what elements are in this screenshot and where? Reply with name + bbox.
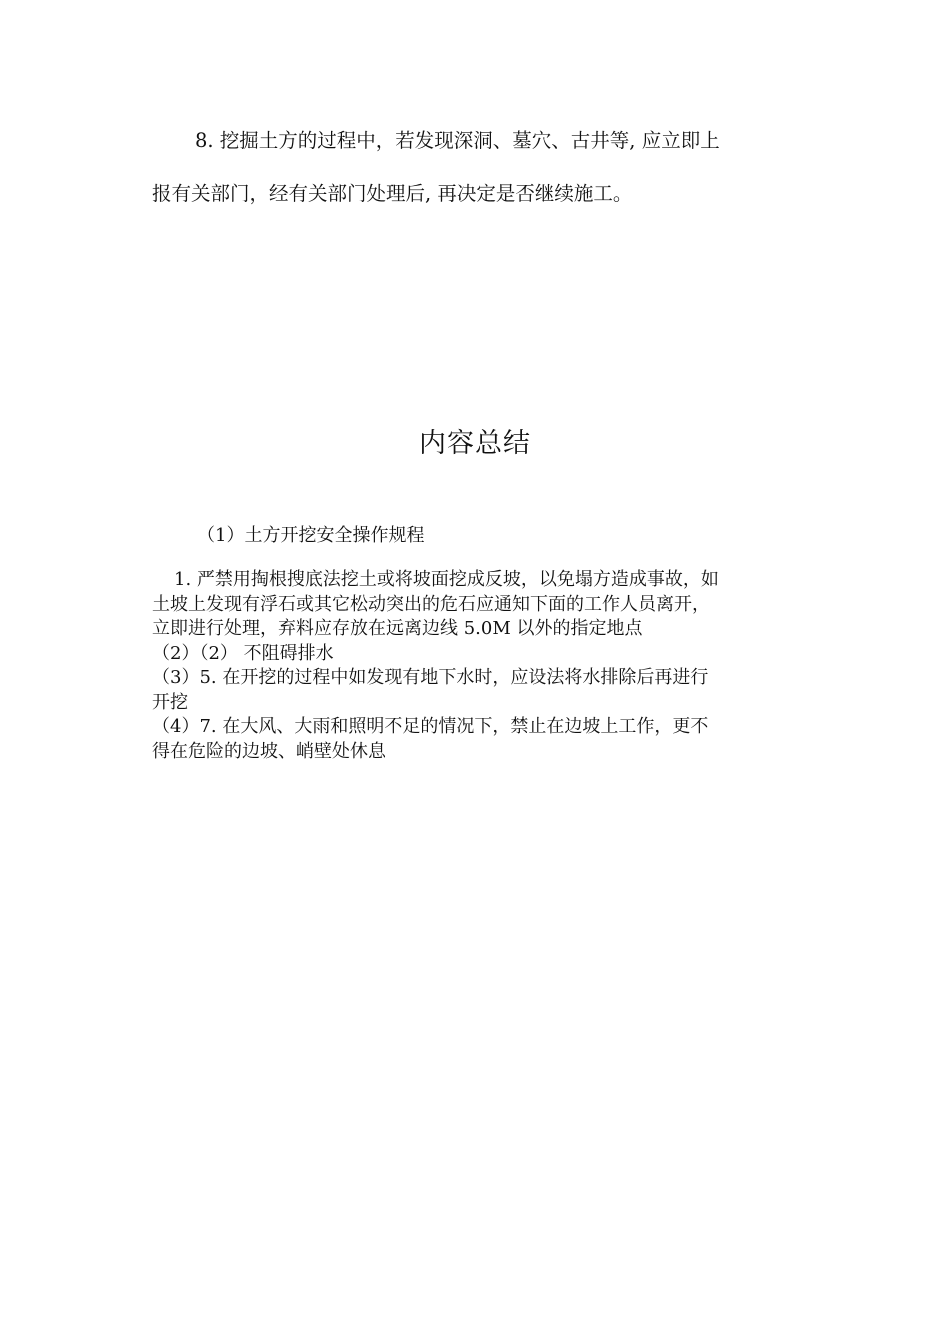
summary-line: （4）7. 在大风、大雨和照明不足的情况下，禁止在边坡上工作，更不: [152, 716, 709, 737]
summary-line: 1. 严禁用掏根搜底法挖土或将坡面挖成反坡，以免塌方造成事故，如: [174, 569, 719, 590]
summary-line: （2）（2） 不阻碍排水: [152, 642, 334, 664]
paragraph-8-line-1: 8. 挖掘土方的过程中，若发现深洞、墓穴、古井等, 应立即上: [195, 129, 720, 152]
summary-line: 立即进行处理，弃料应存放在远离边线 5.0M 以外的指定地点: [152, 618, 643, 639]
summary-body: [152, 568, 802, 764]
summary-title: 内容总结: [419, 428, 531, 459]
paragraph-8-line-2: 报有关部门，经有关部门处理后, 再决定是否继续施工。: [152, 182, 633, 205]
summary-line: 得在危险的边坡、峭壁处休息: [152, 740, 386, 762]
summary-subtitle: （1）土方开挖安全操作规程: [197, 525, 425, 546]
summary-line: 土坡上发现有浮石或其它松动突出的危石应通知下面的工作人员离开，: [152, 593, 710, 615]
summary-line: 开挖: [152, 691, 188, 713]
summary-line: （3）5. 在开挖的过程中如发现有地下水时，应设法将水排除后再进行: [152, 667, 709, 688]
